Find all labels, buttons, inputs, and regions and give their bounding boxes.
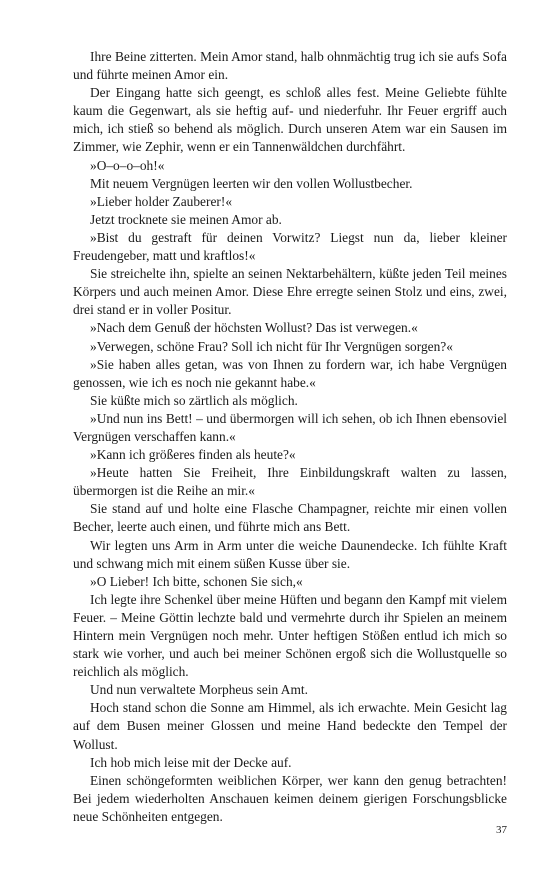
paragraph: »Und nun ins Bett! – und übermorgen will ich sehen, ob ich Ihnen ebensoviel Vergnügen verschaffen kann.« [73, 410, 507, 444]
paragraph: »Kann ich größeres finden als heute?« [90, 447, 296, 463]
paragraph: Sie streichelte ihn, spielte an seinen Nektarbehältern, küßte jeden Teil meines Körpers und auch meinen Amor. Diese Ehre erregte seinen Stolz und eins, zwei, drei stand er in voller Positur. [73, 266, 507, 318]
paragraph: »Sie haben alles getan, was von Ihnen zu fordern war, ich habe Vergnügen genossen, wie ich es noch nie gekannt habe.« [73, 356, 507, 390]
paragraph: »O Lieber! Ich bitte, schonen Sie sich,« [90, 573, 303, 589]
paragraph: »Lieber holder Zauberer!« [90, 193, 233, 209]
paragraph: Und nun verwaltete Morpheus sein Amt. [90, 682, 308, 698]
paragraph: »Nach dem Genuß der höchsten Wollust? Das ist verwegen.« [90, 320, 418, 336]
paragraph: »Bist du gestraft für deinen Vorwitz? Liegst nun da, lieber kleiner Freudengeber, matt und kraftlos!« [73, 229, 507, 264]
body-text [73, 48, 507, 826]
paragraph: Einen schöngeformten weiblichen Körper, wer kann den genug betrachten! Bei jedem wiederholten Anschauen keimen deinem gierigen Forschungsblicke neue Schönheiten entgegen. [73, 772, 507, 824]
paragraph: Wir legten uns Arm in Arm unter die weiche Daunendecke. Ich fühlte Kraft und schwang mich mit einem süßen Kusse über sie. [73, 537, 507, 571]
paragraph: Jetzt trocknete sie meinen Amor ab. [90, 211, 282, 227]
paragraph: Sie stand auf und holte eine Flasche Champagner, reichte mir einen vollen Becher, leerte auch einen, und führte mich ans Bett. [73, 501, 507, 535]
paragraph: »Heute hatten Sie Freiheit, Ihre Einbildungskraft walten zu lassen, übermorgen ist die Reihe an mir.« [73, 465, 507, 499]
paragraph: Sie küßte mich so zärtlich als möglich. [90, 392, 298, 408]
paragraph: Ihre Beine zitterten. Mein Amor stand, halb ohnmächtig trug ich sie aufs Sofa und führte meinen Amor ein. [73, 49, 507, 83]
paragraph: Ich hob mich leise mit der Decke auf. [90, 754, 292, 770]
paragraph: Der Eingang hatte sich geengt, es schloß alles fest. Meine Geliebte fühlte kaum die Gegenwart, als sie heftig auf- und niederfuhr. Ihr Feuer ergriff auch mich, ich stieß so behend als möglich. Durch unseren Atem war ein Sausen im Zimmer, wie Zephir, wenn er ein Tannenwäldchen durchfährt. [73, 85, 507, 155]
paragraph: Hoch stand schon die Sonne am Himmel, als ich erwachte. Mein Gesicht lag auf dem Busen meiner Glossen und meine Hand bedeckte den Tempel der Wollust. [73, 700, 507, 752]
paragraph: »Verwegen, schöne Frau? Soll ich nicht für Ihr Vergnügen sorgen?« [90, 338, 453, 354]
paragraph: »O–o–o–oh!« [90, 157, 165, 173]
page-number: 37 [496, 824, 507, 836]
paragraph: Ich legte ihre Schenkel über meine Hüften und begann den Kampf mit vielem Feuer. – Meine Göttin lechzte bald und vermehrte durch ihr Spielen an meinem Hintern mein Vergnügen noch mehr. Unter heftigen Stößen entlud ich mich so stark wie vorher, und auch bei meiner Schönen ergoß sich die Wollustquelle so reichlich als möglich. [73, 591, 507, 680]
paragraph: Mit neuem Vergnügen leerten wir den vollen Wollustbecher. [90, 175, 413, 191]
